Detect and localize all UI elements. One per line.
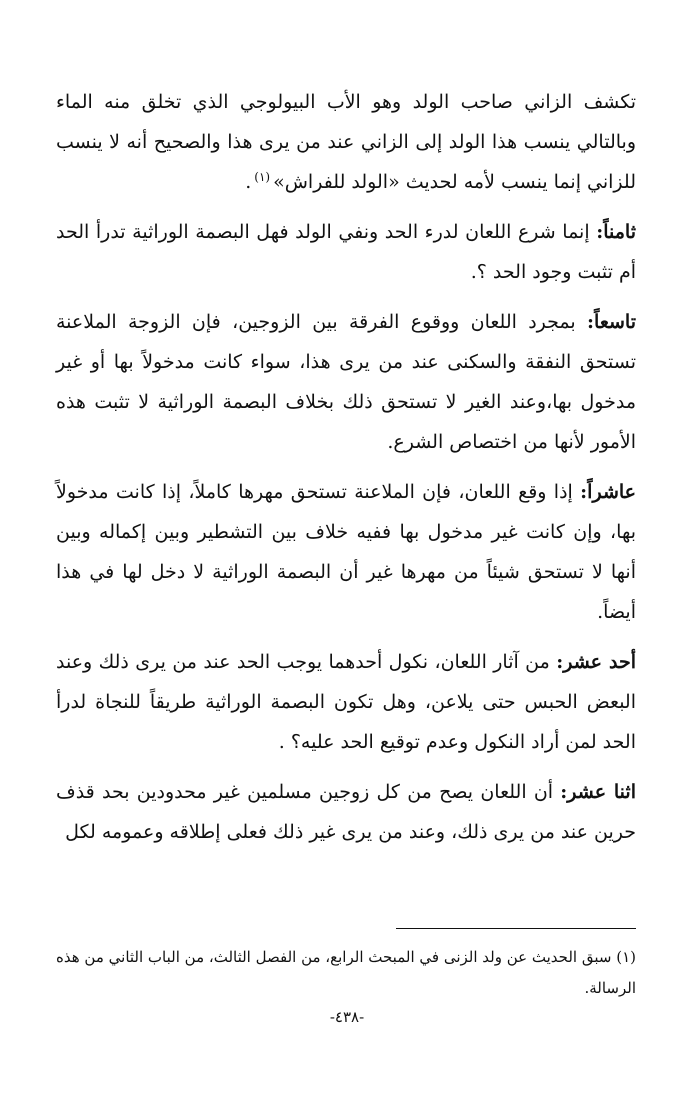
paragraph-10-text: إذا وقع اللعان، فإن الملاعنة تستحق مهرها كاملاً، إذا كانت مدخولاً بها، وإن كانت غير مدخول بها ففيه خلاف بين التشطير وبين إكماله وبين أنها لا تستحق شيئاً من مهرها غير أن البصمة الوراثية لا دخل لها في هذا أيضاً. [56, 481, 636, 623]
paragraph-9-text: بمجرد اللعان ووقوع الفرقة بين الزوجين، فإن الزوجة الملاعنة تستحق النفقة والسكنى عند من يرى هذا، سواء كانت مدخولاً بها أو غير مدخول بها،وعند الغير لا تستحق ذلك بخلاف البصمة الوراثية لا تثبت هذه الأمور لأنها من اختصاص الشرع. [56, 311, 636, 453]
paragraph-1-end: . [245, 171, 252, 193]
paragraph-8-heading: ثامناً: [596, 221, 636, 243]
footnote-reference: (١) [254, 169, 271, 184]
footnote-divider [396, 928, 636, 929]
paragraph-1-text: تكشف الزاني صاحب الولد وهو الأب البيولوجي الذي تخلق منه الماء وبالتالي ينسب هذا الولد إلى الزاني عند من يرى هذا والصحيح أنه لا ينسب للزاني إنما ينسب لأمه لحديث «الولد للفراش» [56, 91, 636, 193]
footnote: (١) سبق الحديث عن ولد الزنى في المبحث الرابع، من الفصل الثالث، من الباب الثاني من هذه الرسالة. [56, 948, 636, 997]
paragraph-12 [56, 772, 636, 852]
paragraph-11-text: من آثار اللعان، نكول أحدهما يوجب الحد عند من يرى ذلك وعند البعض الحبس حتى يلاعن، وهل تكون البصمة الوراثية طريقاً للنجاة لدرأ الحد لمن أراد النكول وعدم توقيع الحد عليه؟ . [56, 651, 636, 753]
paragraph-1 [56, 82, 636, 202]
body-text [56, 82, 636, 862]
paragraph-11-heading: أحد عشر: [556, 651, 636, 673]
paragraph-10 [56, 472, 636, 632]
paragraph-10-heading: عاشراً: [580, 481, 636, 503]
paragraph-12-heading: اثنا عشر: [560, 781, 636, 803]
paragraph-8-text: إنما شرع اللعان لدرء الحد ونفي الولد فهل البصمة الوراثية تدرأ الحد أم تثبت وجود الحد ؟. [56, 221, 636, 283]
page-number: -٤٣٨- [329, 1008, 365, 1026]
paragraph-8 [56, 212, 636, 292]
paragraph-9-heading: تاسعاً: [587, 311, 636, 333]
paragraph-11 [56, 642, 636, 762]
paragraph-12-text: أن اللعان يصح من كل زوجين مسلمين غير محدودين بحد قذف حرين عند من يرى ذلك، وعند من يرى غير ذلك فعلى إطلاقه وعمومه لكل [56, 781, 636, 843]
paragraph-9 [56, 302, 636, 462]
